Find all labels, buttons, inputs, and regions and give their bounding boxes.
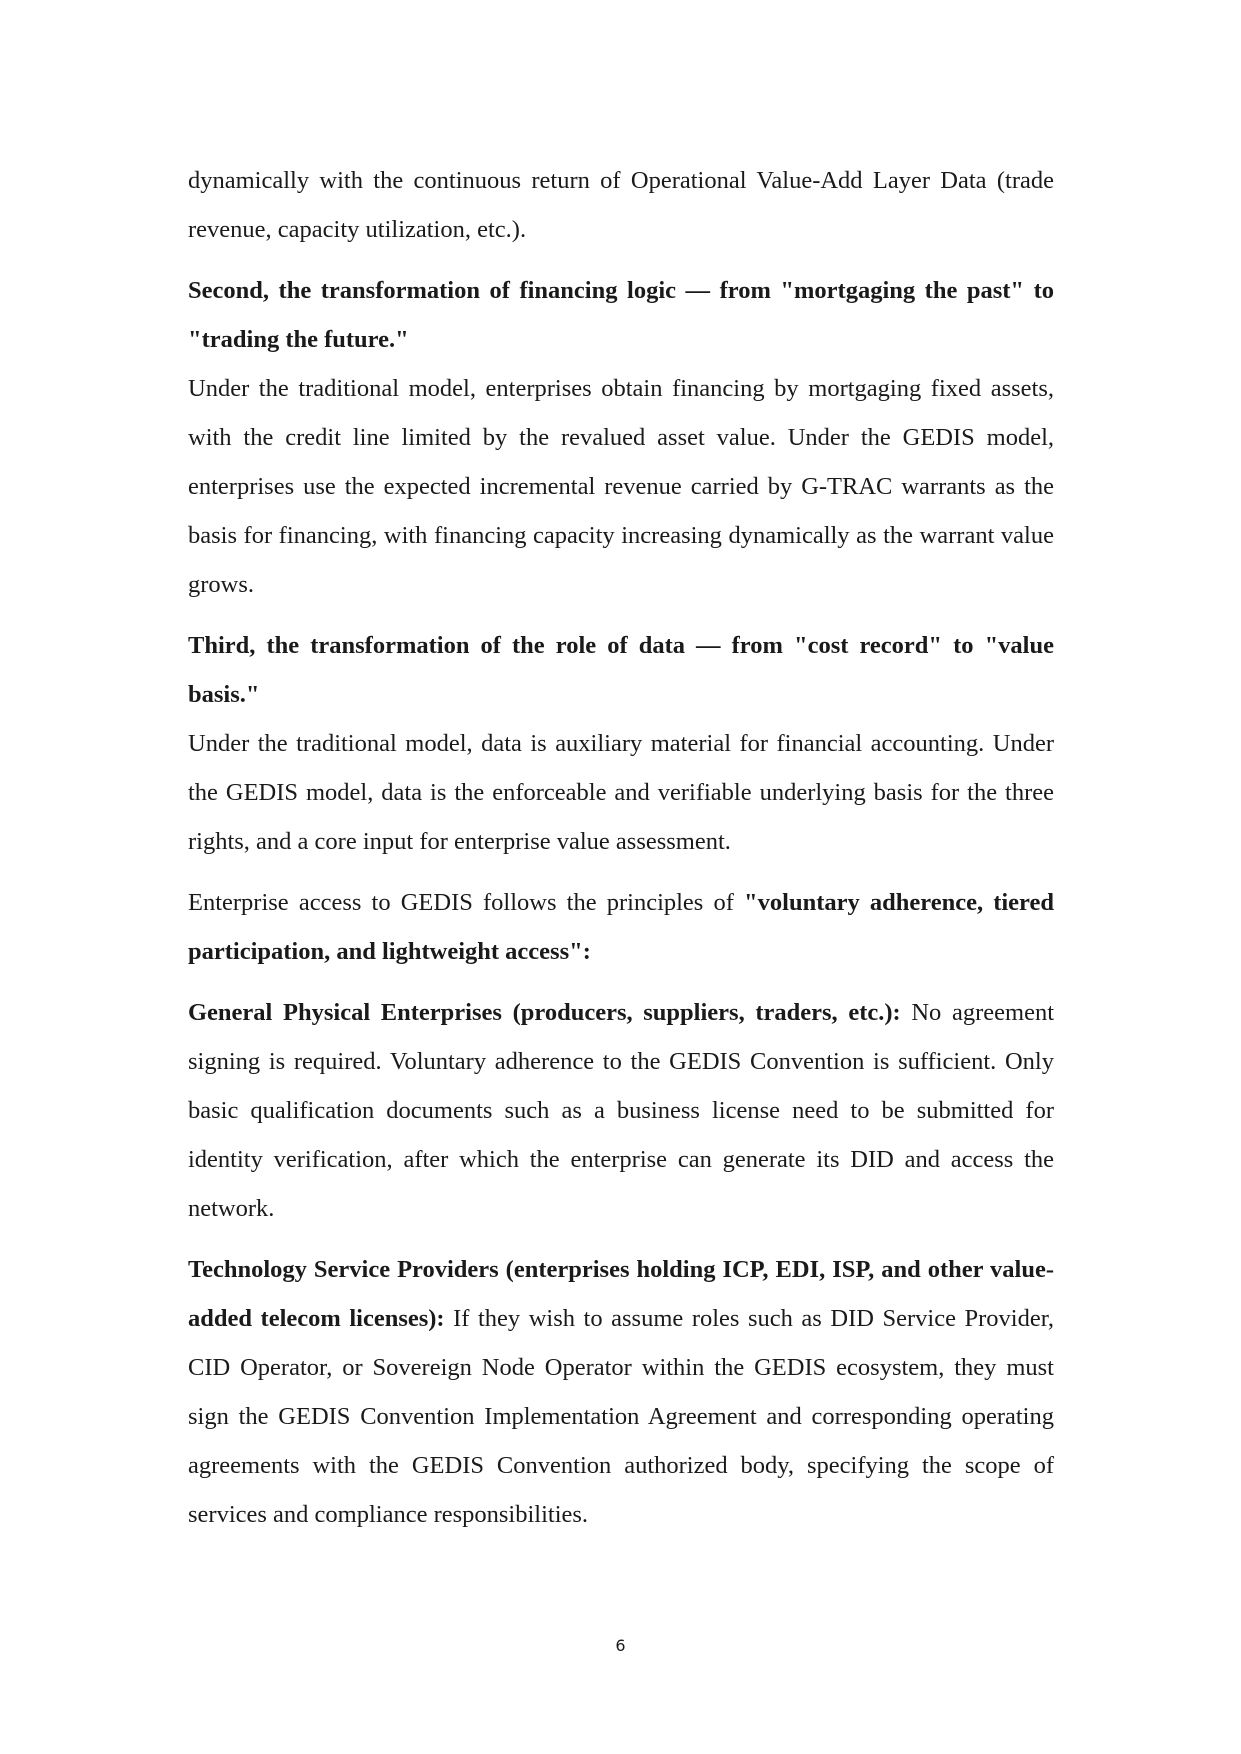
paragraph-tech-providers bbox=[188, 1245, 1054, 1539]
paragraph-general-enterprises bbox=[188, 988, 1054, 1233]
body-text bbox=[188, 156, 1054, 1551]
general-enterprises-text: No agreement signing is required. Voluntary adherence to the GEDIS Convention is sufficient. Only basic qualification documents such as a business license need to be submitted for identity verification, after which the enterprise can generate its DID and access the network. bbox=[188, 999, 1054, 1222]
access-principles-bold: "voluntary adherence, tiered participation, and lightweight access": bbox=[188, 889, 1054, 965]
paragraph-continuation: dynamically with the continuous return of Operational Value-Add Layer Data (trade revenue, capacity utilization, etc.). bbox=[188, 167, 1054, 243]
paragraph-financing-logic: Under the traditional model, enterprises obtain financing by mortgaging fixed assets, with the credit line limited by the revalued asset value. Under the GEDIS model, enterprises use the expected incremental revenue carried by G-TRAC warrants as the basis for financing, with financing capacity increasing dynamically as the warrant value grows. bbox=[188, 375, 1054, 598]
page-number: 6 bbox=[615, 1636, 626, 1655]
heading-role-of-data: Third, the transformation of the role of data — from "cost record" to "value basis." bbox=[188, 632, 1054, 708]
heading-financing-logic: Second, the transformation of financing logic — from "mortgaging the past" to "trading the future." bbox=[188, 277, 1054, 353]
general-enterprises-label: General Physical Enterprises (producers, suppliers, traders, etc.): bbox=[188, 999, 901, 1026]
tech-providers-label: Technology Service Providers (enterprises holding ICP, EDI, ISP, and other value-added telecom licenses): bbox=[188, 1256, 1054, 1332]
paragraph-role-of-data: Under the traditional model, data is auxiliary material for financial accounting. Under the GEDIS model, data is the enforceable and verifiable underlying basis for the three rights, and a core input for enterprise value assessment. bbox=[188, 730, 1054, 855]
tech-providers-text: If they wish to assume roles such as DID Service Provider, CID Operator, or Sovereign Node Operator within the GEDIS ecosystem, they must sign the GEDIS Convention Implementation Agreement and corresponding operating agreements with the GEDIS Convention authorized body, specifying the scope of services and compliance responsibilities. bbox=[188, 1305, 1055, 1528]
access-principles-lead: Enterprise access to GEDIS follows the principles of bbox=[188, 889, 745, 916]
paragraph-access-principles bbox=[188, 878, 1054, 976]
